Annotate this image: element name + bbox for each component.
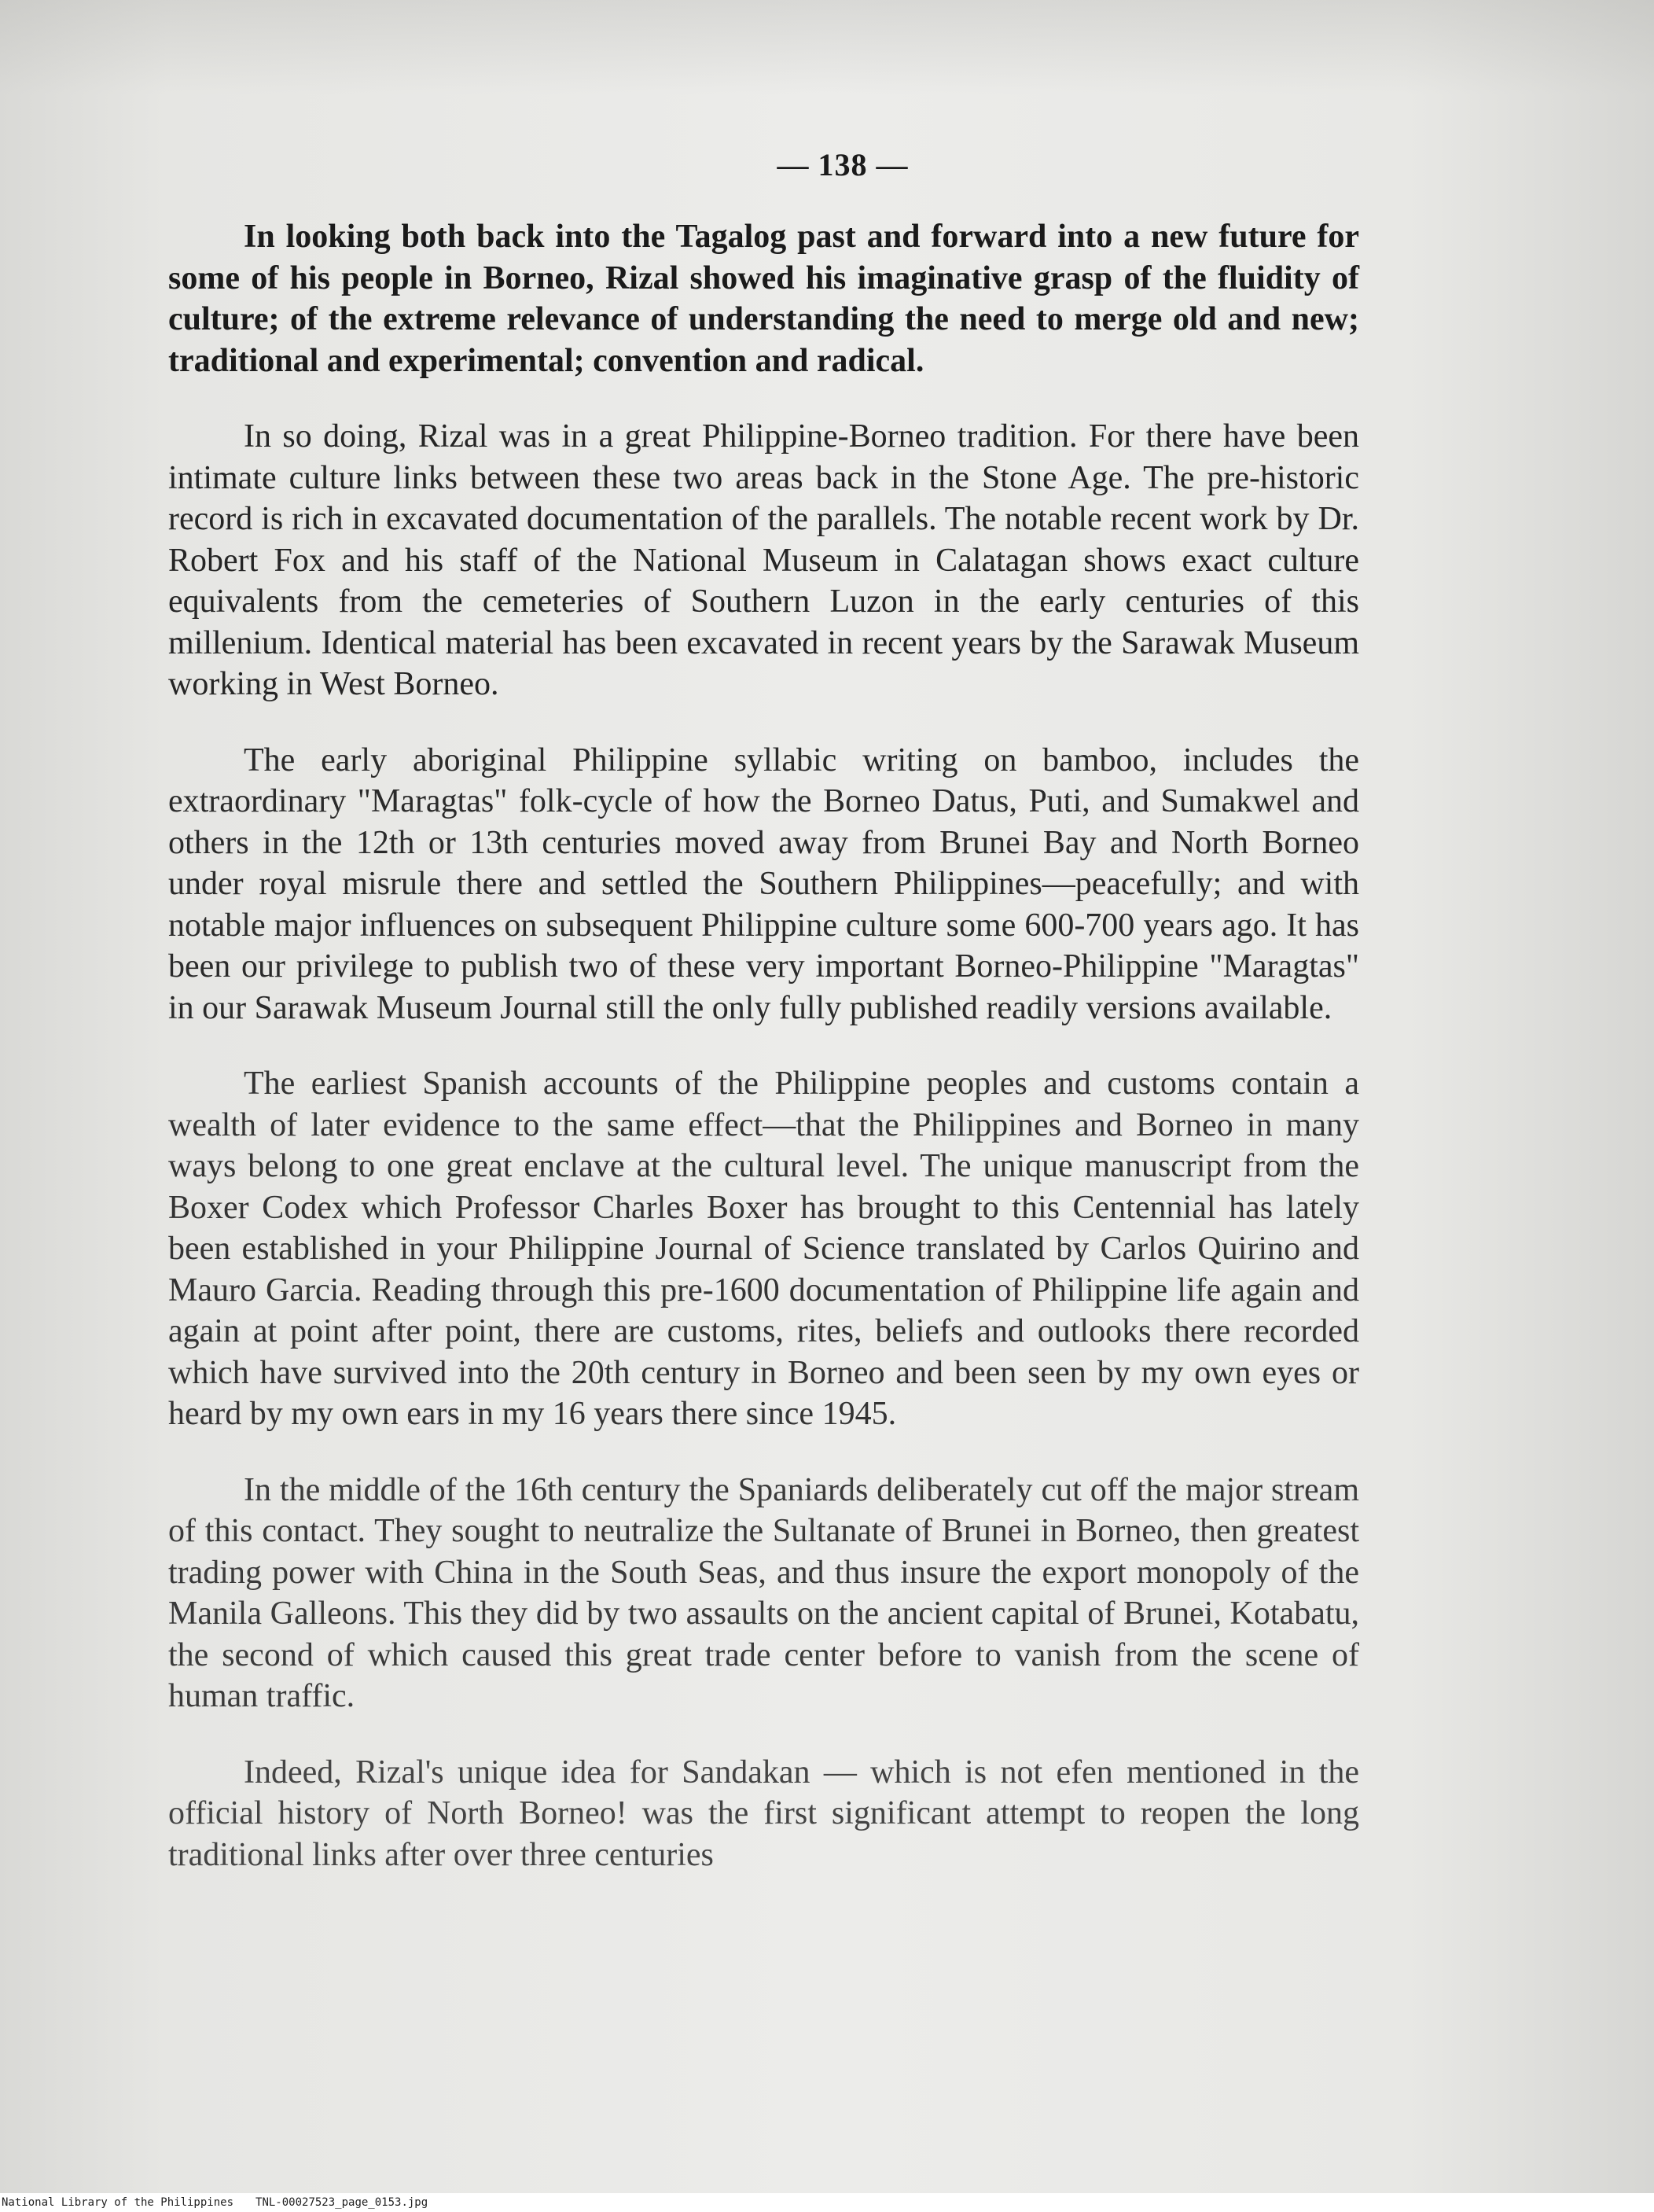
paragraph-3: The early aboriginal Philippine syllabic writing on bamboo, includes the extraordinary "Maragtas" folk-cycle of how the Borneo Datus, Puti, and Sumakwel and others in the 12th or 13th centuries moved away from Brunei Bay and North Borneo under royal misrule there and settled the Southern Philippines—peacefully; and with notable major influences on subsequent Philippine culture some 600-700 years ago. It has been our privilege to publish two of these very important Borneo-Philippine "Maragtas" in our Sarawak Museum Journal still the only fully published readily versions available.	[168, 742, 1359, 1026]
page-shadow	[0, 0, 1654, 94]
paragraph-5: In the middle of the 16th century the Spaniards deliberately cut off the major stream of this contact. They sought to neutralize the Sultanate of Brunei in Borneo, then greatest trading power with China in the South Seas, and thus insure the export monopoly of the Manila Galleons. This they did by two assaults on the ancient capital of Brunei, Kotabatu, the second of which caused this great trade center before to vanish from the scene of human traffic.	[168, 1471, 1359, 1714]
paragraph-4: The earliest Spanish accounts of the Philippine peoples and customs contain a wealth of later evidence to the same effect—that the Philippines and Borneo in many ways belong to one great enclave at the cultural level. The unique manuscript from the Boxer Codex which Professor Charles Boxer has brought to this Centennial has lately been established in your Philippine Journal of Science translated by Carlos Quirino and Mauro Garcia. Reading through this pre-1600 documentation of Philippine life again and again at point after point, there are customs, rites, beliefs and outlooks there recorded which have survived into the 20th century in Borneo and been seen by my own eyes or heard by my own ears in my 16 years there since 1945.	[168, 1066, 1359, 1432]
paragraph-1: In looking both back into the Tagalog past and forward into a new future for some of his people in Borneo, Rizal showed his imaginative grasp of the fluidity of culture; of the extreme relevance of understanding the need to merge old and new; traditional and experimental; convention and radical.	[168, 219, 1359, 379]
paragraph-6: Indeed, Rizal's unique idea for Sandakan — which is not efen mentioned in the official history of North Borneo! was the first significant attempt to reopen the long traditional links after over three centuries	[168, 1754, 1359, 1873]
page-number: — 138 —	[777, 147, 909, 182]
footer-source-label: National Library of the Philippines	[2, 2196, 234, 2209]
body-text	[168, 216, 1359, 1910]
paragraph-2: In so doing, Rizal was in a great Philippine-Borneo tradition. For there have been intimate culture links between these two areas back in the Stone Age. The pre-historic record is rich in excavated documentation of the parallels. The notable recent work by Dr. Robert Fox and his staff of the National Museum in Calatagan shows exact culture equivalents from the cemeteries of Southern Luzon in the early centuries of this millenium. Identical material has been excavated in recent years by the Sarawak Museum working in West Borneo.	[168, 418, 1359, 702]
footer-file-label: TNL-00027523_page_0153.jpg	[255, 2196, 428, 2209]
footer-bar	[0, 2193, 1654, 2212]
